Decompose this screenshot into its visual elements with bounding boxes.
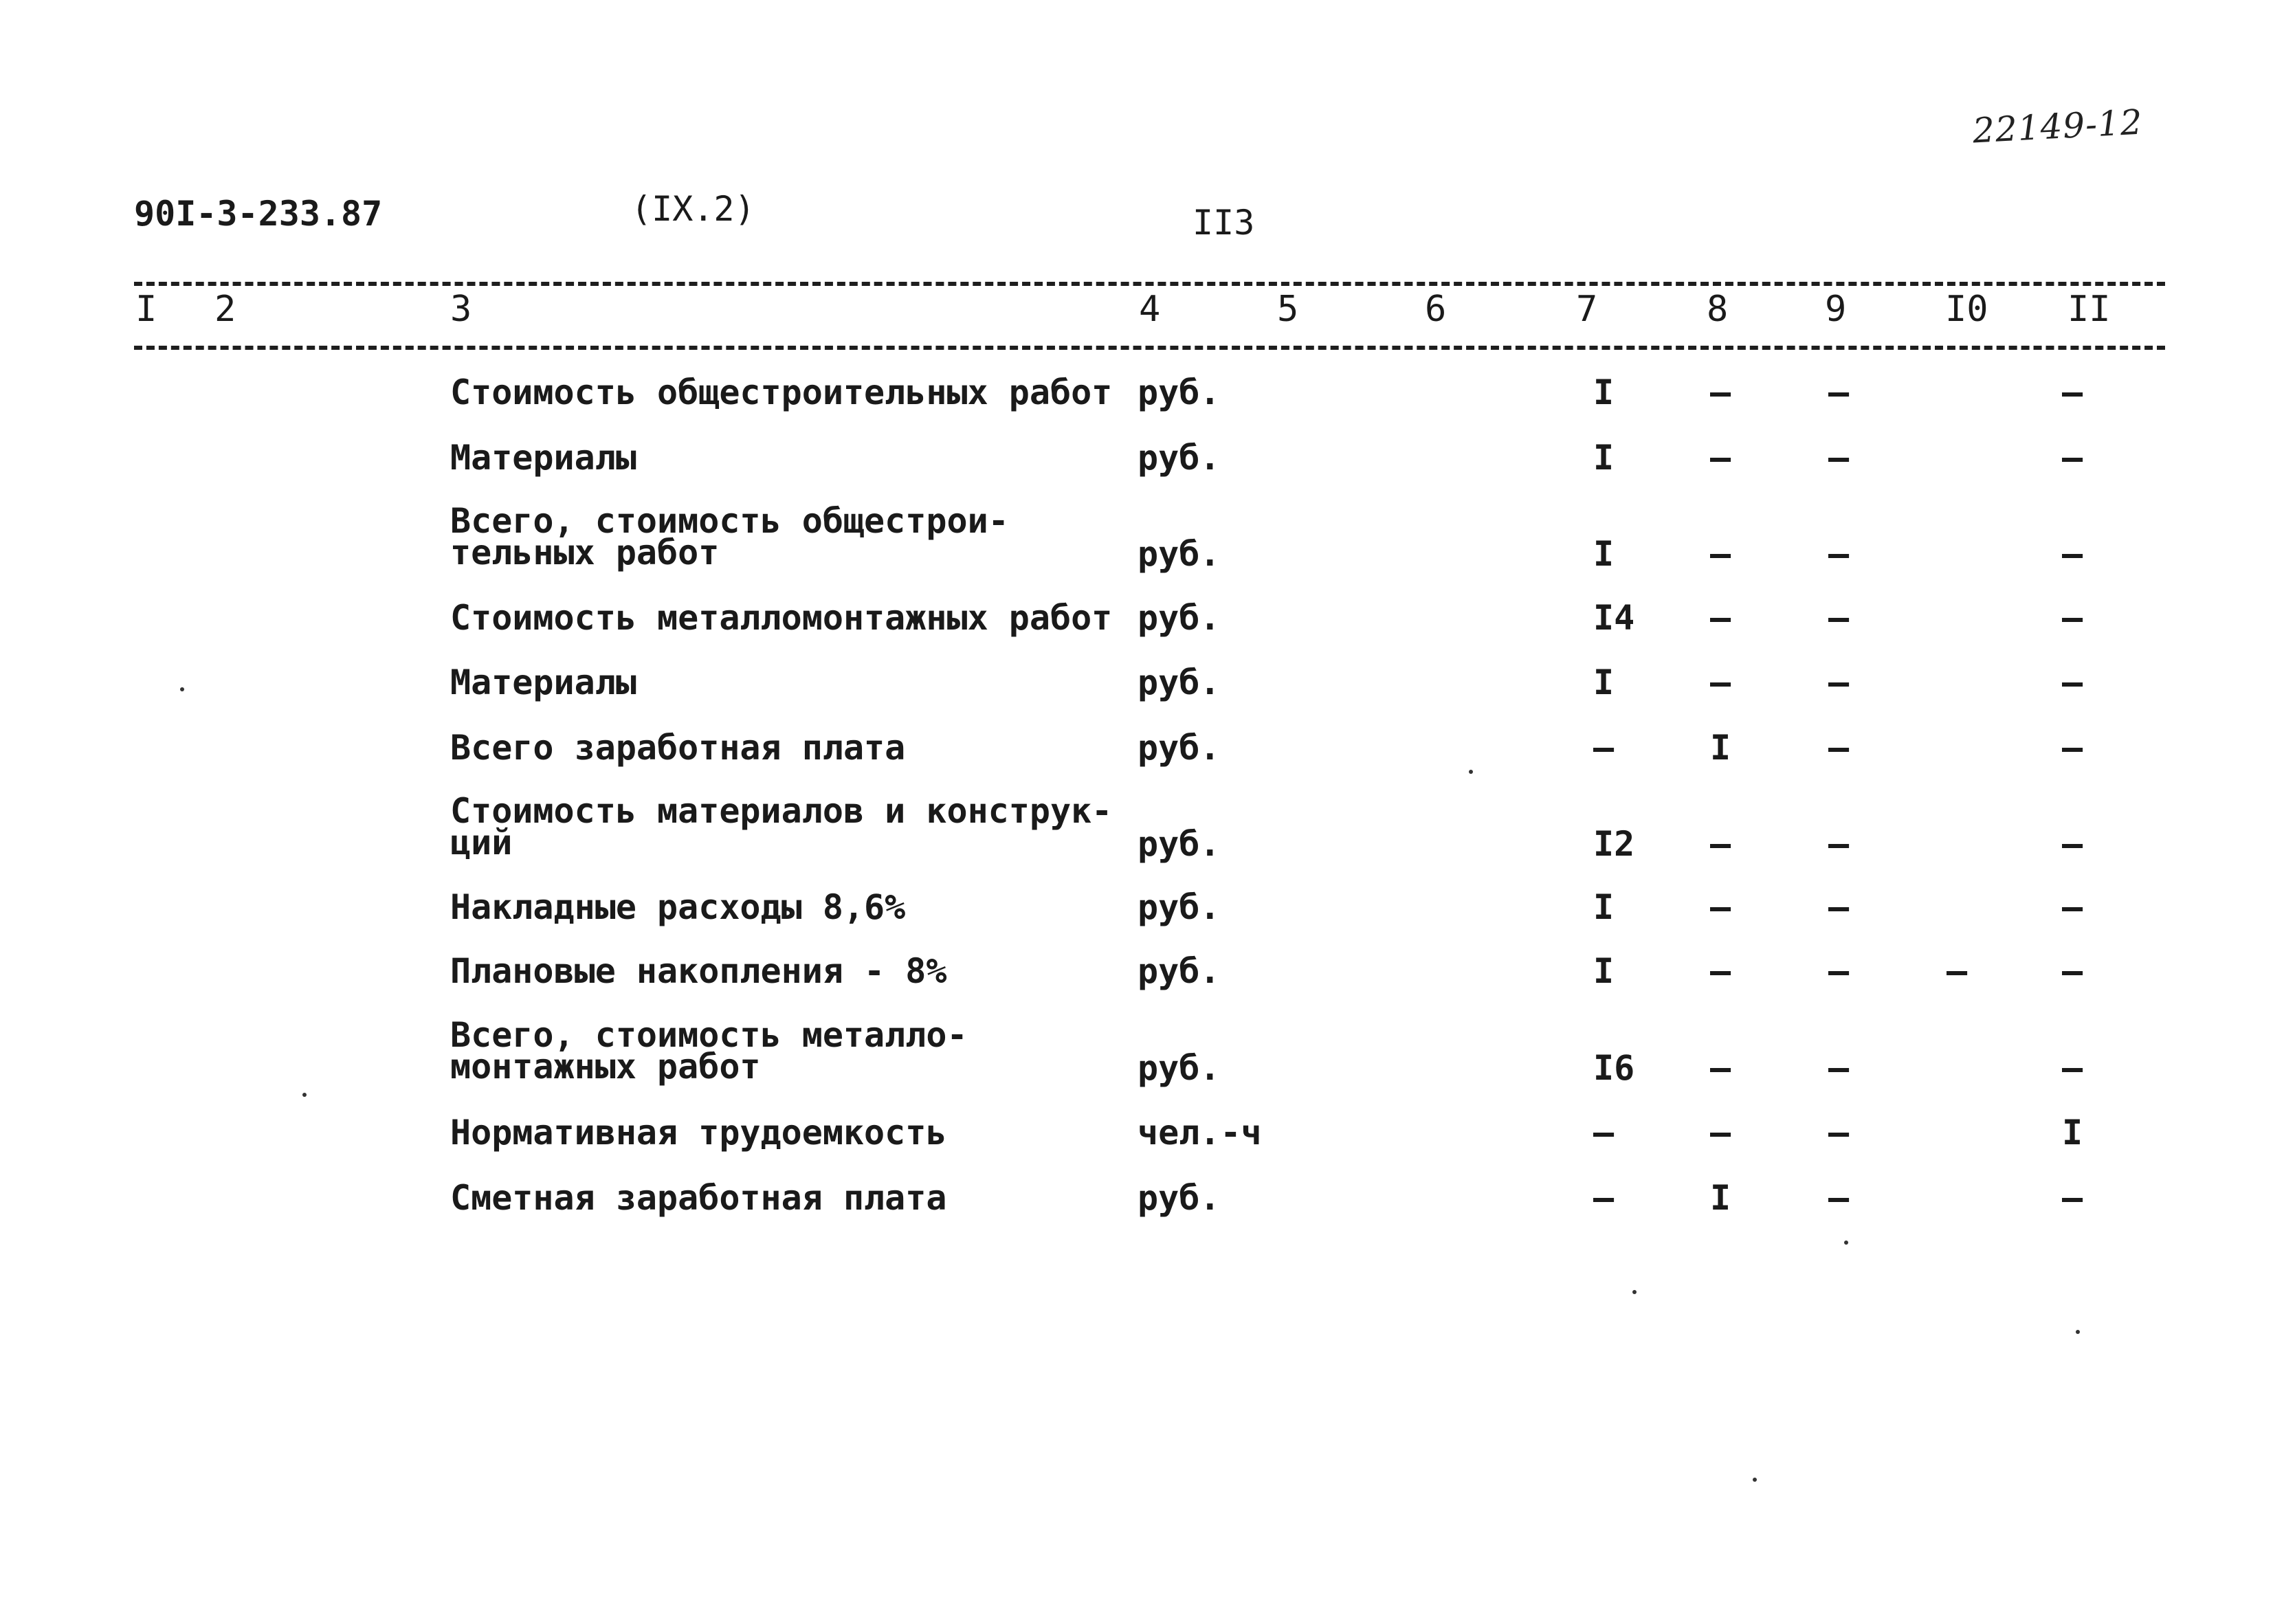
row-label: Стоимость металломонтажных работ	[450, 598, 1113, 638]
row-label: Плановые накопления - 8%	[450, 951, 947, 991]
page-number: II3	[1193, 203, 1255, 243]
row-col7: I	[1593, 534, 1615, 574]
row-col11: –	[2062, 887, 2083, 927]
column-header-5: 5	[1277, 289, 1299, 330]
column-header-1: I	[135, 289, 157, 330]
row-col11: –	[2062, 1178, 2083, 1218]
row-label: Стоимость общестроительных работ	[450, 372, 1113, 412]
row-col8: –	[1710, 951, 1731, 991]
row-col7: I	[1593, 951, 1615, 991]
row-col7: –	[1593, 1178, 1615, 1218]
row-col9: –	[1828, 824, 1850, 864]
scan-speck	[1632, 1290, 1637, 1294]
document-code: 90I-3-233.87	[134, 194, 383, 234]
table-row	[0, 1113, 2273, 1172]
column-header-6: 6	[1425, 289, 1447, 330]
column-header-2: 2	[214, 289, 236, 330]
table-row	[0, 1178, 2273, 1237]
column-header-7: 7	[1576, 289, 1598, 330]
row-label: Всего, стоимость металло- монтажных работ	[450, 1015, 968, 1087]
table-row	[0, 372, 2273, 432]
row-col7: I	[1593, 372, 1615, 412]
row-label: Материалы	[450, 663, 636, 702]
table-row	[0, 438, 2273, 497]
row-col8: –	[1710, 438, 1731, 478]
row-col8: –	[1710, 534, 1731, 574]
row-col9: –	[1828, 728, 1850, 768]
column-header-9: 9	[1825, 289, 1847, 330]
row-col11: –	[2062, 663, 2083, 702]
row-label: Всего заработная плата	[450, 728, 906, 768]
row-unit: руб.	[1138, 663, 1221, 702]
row-col9: –	[1828, 1178, 1850, 1218]
row-unit: руб.	[1138, 372, 1221, 412]
row-col8: –	[1710, 598, 1731, 638]
row-col11: –	[2062, 1048, 2083, 1088]
row-label: Материалы	[450, 438, 636, 478]
table-row	[0, 728, 2273, 787]
row-col11: –	[2062, 372, 2083, 412]
row-col8: –	[1710, 824, 1731, 864]
row-label: Накладные расходы 8,6%	[450, 887, 906, 927]
row-label: Стоимость материалов и конструк- ций	[450, 791, 1113, 863]
row-label: Всего, стоимость общестрои- тельных работ	[450, 501, 1009, 572]
table-row	[0, 501, 2273, 574]
archive-stamp: 22149-12	[1971, 102, 2144, 151]
scan-speck	[1469, 770, 1473, 774]
row-col7: I	[1593, 438, 1615, 478]
row-col9: –	[1828, 663, 1850, 702]
header-rule-top	[134, 282, 2165, 286]
table-row	[0, 887, 2273, 946]
table-row	[0, 951, 2273, 1010]
column-header-4: 4	[1139, 289, 1161, 330]
row-col8: –	[1710, 887, 1731, 927]
table-row	[0, 598, 2273, 657]
row-col9: –	[1828, 438, 1850, 478]
scan-speck	[2076, 1330, 2080, 1334]
row-col11: –	[2062, 824, 2083, 864]
row-col8: –	[1710, 663, 1731, 702]
row-col9: –	[1828, 1048, 1850, 1088]
row-unit: руб.	[1138, 1178, 1221, 1218]
row-col9: –	[1828, 598, 1850, 638]
row-unit: руб.	[1138, 951, 1221, 991]
row-unit: руб.	[1138, 1048, 1221, 1088]
row-col11: –	[2062, 728, 2083, 768]
row-col7: I6	[1593, 1048, 1635, 1088]
row-unit: руб.	[1138, 824, 1221, 864]
column-header-8: 8	[1707, 289, 1729, 330]
column-header-10: I0	[1945, 289, 1988, 330]
row-unit: руб.	[1138, 598, 1221, 638]
row-col8: I	[1710, 728, 1731, 768]
row-col7: I	[1593, 663, 1615, 702]
header-rule-bottom	[134, 346, 2165, 350]
row-col9: –	[1828, 951, 1850, 991]
row-col8: –	[1710, 1048, 1731, 1088]
row-col10: –	[1947, 951, 1968, 991]
row-unit: руб.	[1138, 438, 1221, 478]
row-col11: –	[2062, 438, 2083, 478]
scan-speck	[1844, 1241, 1848, 1245]
row-label: Сметная заработная плата	[450, 1178, 947, 1218]
table-row	[0, 663, 2273, 722]
row-col11: –	[2062, 598, 2083, 638]
row-col7: I4	[1593, 598, 1635, 638]
row-unit: руб.	[1138, 887, 1221, 927]
table-row	[0, 1015, 2273, 1088]
column-header-3: 3	[450, 289, 472, 330]
row-unit: руб.	[1138, 534, 1221, 574]
table-row	[0, 791, 2273, 864]
row-col11: –	[2062, 951, 2083, 991]
row-unit: руб.	[1138, 728, 1221, 768]
row-col11: –	[2062, 534, 2083, 574]
row-col7: I	[1593, 887, 1615, 927]
row-col8: –	[1710, 1113, 1731, 1153]
row-col7: –	[1593, 728, 1615, 768]
scan-speck	[1753, 1478, 1757, 1482]
section-code: (IX.2)	[631, 189, 755, 229]
scan-speck	[302, 1093, 307, 1097]
row-unit: чел.-ч	[1138, 1113, 1262, 1153]
row-col9: –	[1828, 887, 1850, 927]
row-col8: –	[1710, 372, 1731, 412]
row-label: Нормативная трудоемкость	[450, 1113, 947, 1153]
row-col8: I	[1710, 1178, 1731, 1218]
column-header-11: II	[2067, 289, 2111, 330]
scan-speck	[180, 687, 184, 691]
row-col9: –	[1828, 372, 1850, 412]
row-col7: I2	[1593, 824, 1635, 864]
row-col9: –	[1828, 534, 1850, 574]
row-col7: –	[1593, 1113, 1615, 1153]
row-col11: I	[2062, 1113, 2083, 1153]
row-col9: –	[1828, 1113, 1850, 1153]
